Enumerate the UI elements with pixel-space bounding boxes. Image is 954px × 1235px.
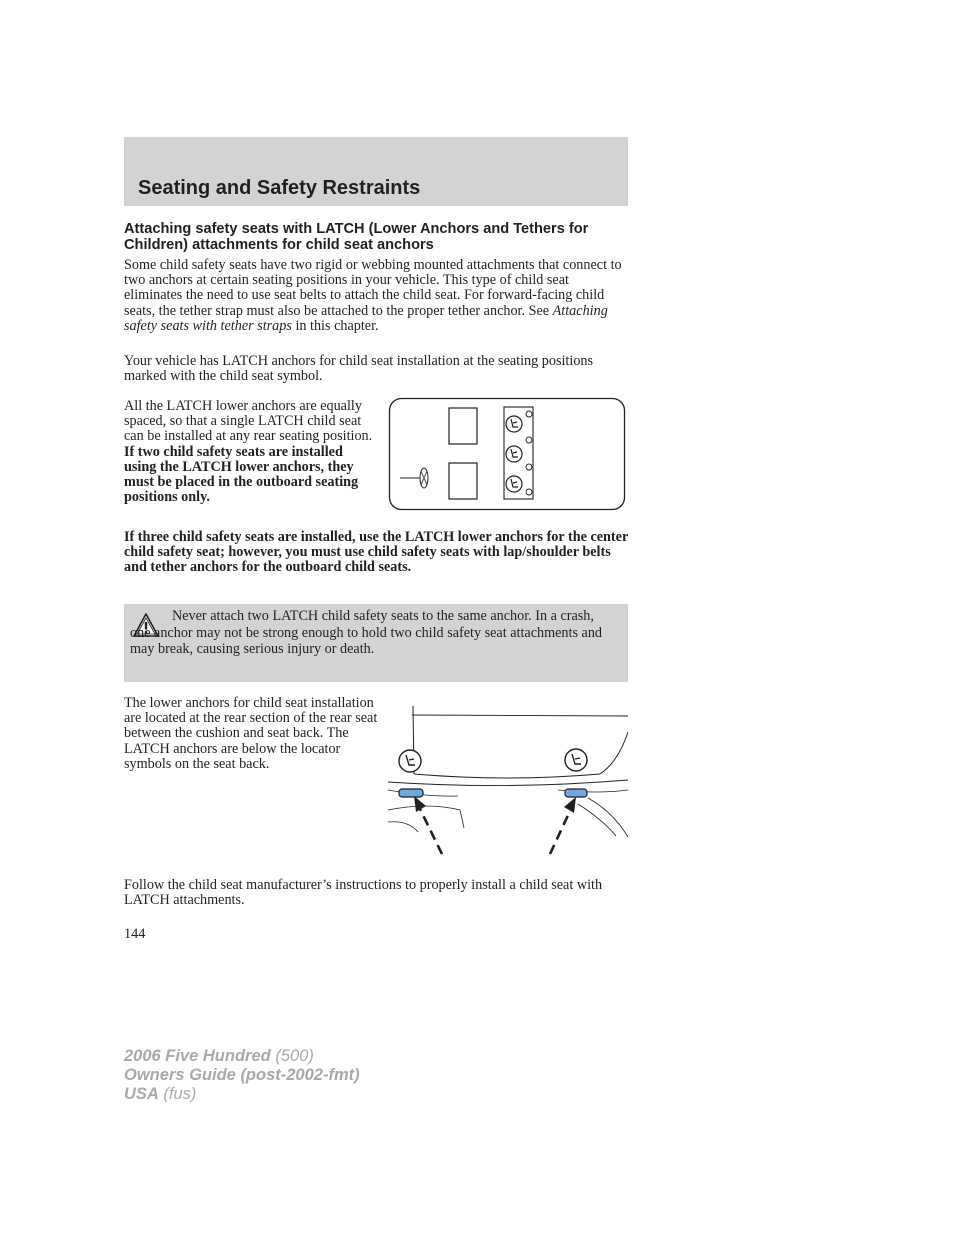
paragraph-three-seats: If three child safety seats are installed, use the LATCH lower anchors for the center child safety seat; however, you must use child safety seats with lap/shoulder belts and tether anchors for the outboard child seats. bbox=[124, 529, 628, 576]
p1-end: in this chapter. bbox=[291, 317, 379, 334]
rear-seat-anchor-diagram bbox=[388, 702, 628, 858]
header-band bbox=[124, 137, 628, 206]
section-heading: Attaching safety seats with LATCH (Lower Anchors and Tethers for Children) attachments for child seat anchors bbox=[124, 221, 589, 253]
arrow-left-icon bbox=[414, 796, 426, 812]
child-seat-symbol-icon bbox=[565, 749, 587, 771]
paragraph-anchor-spacing bbox=[124, 399, 378, 505]
paragraph-latch-positions: Your vehicle has LATCH anchors for child seat installation at the seating positions marked with the child seat symbol. bbox=[124, 353, 594, 385]
lower-anchor-left bbox=[399, 789, 423, 797]
paragraph-manufacturer-instructions: Follow the child seat manufacturer’s instructions to properly install a child seat with LATCH attachments. bbox=[124, 877, 603, 909]
p3-text: All the LATCH lower anchors are equally spaced, so that a single LATCH child seat can be installed at any rear seating position. bbox=[124, 398, 373, 445]
child-seat-symbol-icon bbox=[506, 416, 522, 432]
arrow-right-icon bbox=[564, 797, 576, 813]
footer-line-3: USA (fus) bbox=[124, 1085, 197, 1103]
child-seat-symbol-icon bbox=[399, 750, 421, 772]
paragraph-anchor-location: The lower anchors for child seat installation are located at the rear section of the rear seat between the cushion and seat back. The LATCH anchors are below the locator symbols on the seat back. bbox=[124, 695, 378, 772]
warning-text: Never attach two LATCH child safety seats to the same anchor. In a crash, one anchor may not be strong enough to hold two child safety seat attachments and may break, causing serious injury or death. bbox=[130, 608, 603, 657]
p1-cross-reference: Attaching safety seats with tether straps bbox=[124, 302, 608, 334]
page-title: Seating and Safety Restraints bbox=[138, 177, 421, 199]
p1-text: Some child safety seats have two rigid or webbing mounted attachments that connect to two anchors at certain seating positions in your vehicle. This type of child seat eliminates the need to use seat belts to attach the child seat. For forward-facing child seats, the tether strap must also be attached to the proper tether anchor. See bbox=[124, 257, 622, 319]
page-number: 144 bbox=[124, 926, 146, 942]
footer bbox=[124, 1047, 360, 1104]
seating-plan-diagram bbox=[388, 397, 626, 512]
front-seat-left bbox=[449, 463, 477, 499]
paragraph-latch-intro bbox=[124, 258, 630, 334]
front-seat-right bbox=[449, 408, 477, 444]
child-seat-symbol-icon bbox=[506, 476, 522, 492]
footer-line-1: 2006 Five Hundred (500) bbox=[124, 1047, 314, 1065]
child-seat-symbol-icon bbox=[506, 446, 522, 462]
footer-line-2: Owners Guide (post-2002-fmt) bbox=[124, 1066, 360, 1084]
p3-bold: If two child safety seats are installed using the LATCH lower anchors, they must be placed in the outboard seating positions only. bbox=[124, 443, 359, 506]
lower-anchor-right bbox=[565, 789, 587, 797]
warning-box bbox=[124, 604, 628, 682]
